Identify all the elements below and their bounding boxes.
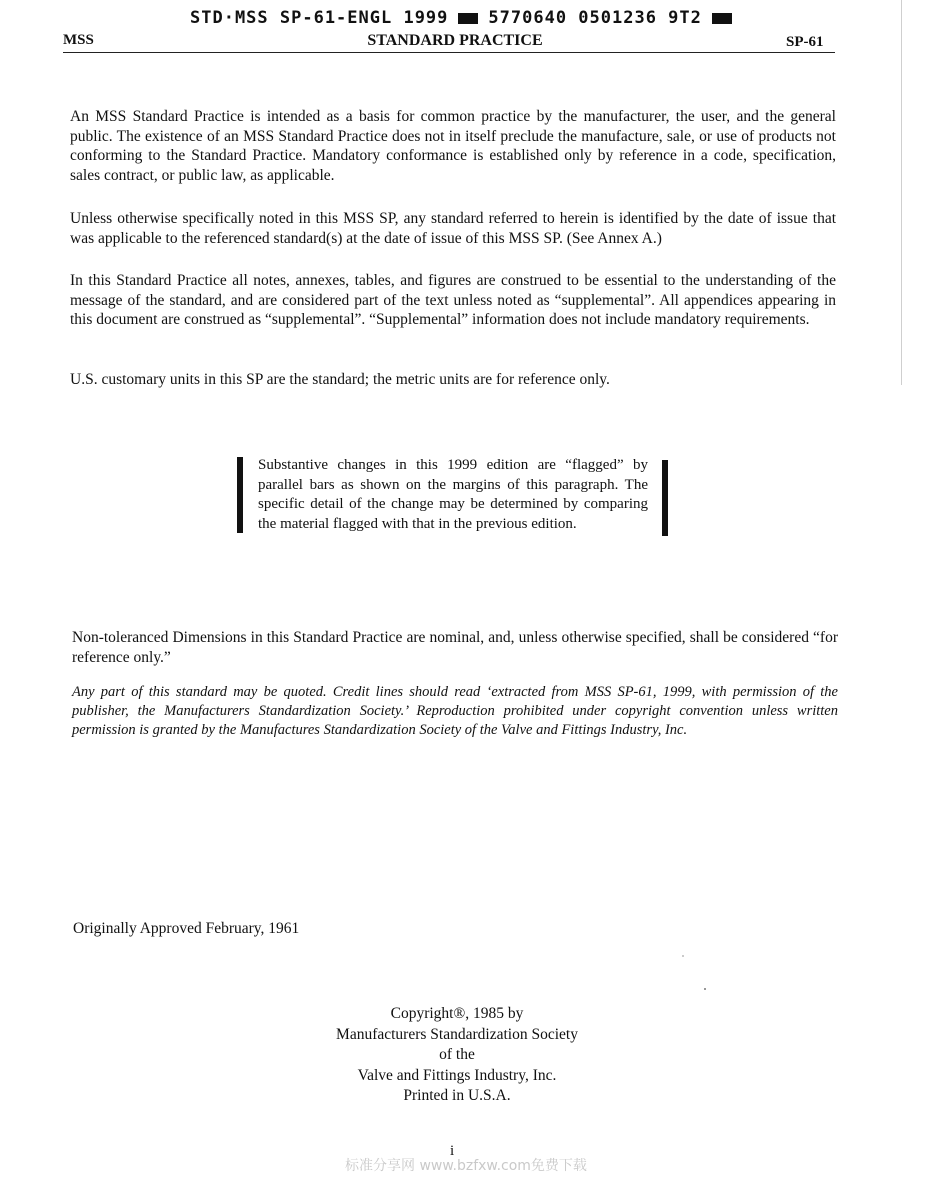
scan-speck: [682, 955, 684, 957]
header-org: MSS: [63, 32, 94, 48]
stamp-block-mark-end: [712, 13, 732, 24]
copyright-industry: Valve and Fittings Industry, Inc.: [357, 1066, 557, 1084]
stamp-number: 5770640 0501236 9T2: [488, 8, 702, 28]
paragraph-purpose: An MSS Standard Practice is intended as a basis for common practice by the manufacturer, the user, and the general public. The existence of an MSS Standard Practice does not in itself preclude the manufacture, sale, or use of products not conforming to the Standard Practice. Mandatory conformance is established only by reference in a code, specification, sales contract, or public law, as applicable.: [70, 108, 836, 184]
scan-edge-line: [901, 0, 902, 385]
header-doc-id: SP-61: [786, 34, 824, 50]
header-rule: [63, 52, 835, 53]
copyright-society: Manufacturers Standardization Society: [336, 1025, 578, 1043]
header-title: STANDARD PRACTICE: [367, 32, 543, 49]
paragraph-quote-permission: Any part of this standard may be quoted. Credit lines should read ‘extracted from MSS SP-61, 1999, with permission of the publisher, the Manufacturers Standardization Society.’ Reproduction prohibited under copyright convention unless written permission is granted by the Manufactures Standardization Society of the Valve and Fittings Industry, Inc.: [72, 684, 838, 738]
change-flag-bar-right: [662, 460, 668, 536]
approval-date: Originally Approved February, 1961: [73, 920, 300, 937]
flag-note: Substantive changes in this 1999 edition are “flagged” by parallel bars as shown on the margins of this paragraph. The specific detail of the change may be determined by comparing the material flagged with that in the previous edition.: [258, 457, 648, 532]
copyright-block: [257, 1004, 657, 1107]
copyright-line: Copyright®, 1985 by: [390, 1005, 524, 1022]
paragraph-units: U.S. customary units in this SP are the standard; the metric units are for reference only.: [70, 371, 610, 388]
watermark: 标准分享网 www.bzfxw.com免费下载: [345, 1158, 587, 1174]
copyright-printed: Printed in U.S.A.: [403, 1087, 511, 1104]
document-stamp: [190, 8, 742, 28]
paragraph-referenced-standards: Unless otherwise specifically noted in this MSS SP, any standard referred to herein is identified by the date of issue that was applicable to the referenced standard(s) at the date of issue of this MSS SP. (See Annex A.): [70, 210, 836, 247]
stamp-block-mark: [458, 13, 478, 24]
scan-speck: [704, 988, 706, 990]
stamp-code: STD·MSS SP-61-ENGL 1999: [190, 8, 449, 28]
page-number: i: [450, 1143, 455, 1159]
change-flag-bar-left: [237, 457, 243, 533]
paragraph-notes-annexes: In this Standard Practice all notes, annexes, tables, and figures are construed to be essential to the understanding of the message of the standard, and are considered part of the text unless noted as “supplemental”. All appendices appearing in this document are construed as “supplemental”. “Supplemental” information does not include mandatory requirements.: [70, 272, 836, 328]
copyright-of-the: of the: [439, 1046, 475, 1063]
paragraph-dimensions: Non-toleranced Dimensions in this Standard Practice are nominal, and, unless otherwise specified, shall be considered “for reference only.”: [72, 629, 838, 666]
